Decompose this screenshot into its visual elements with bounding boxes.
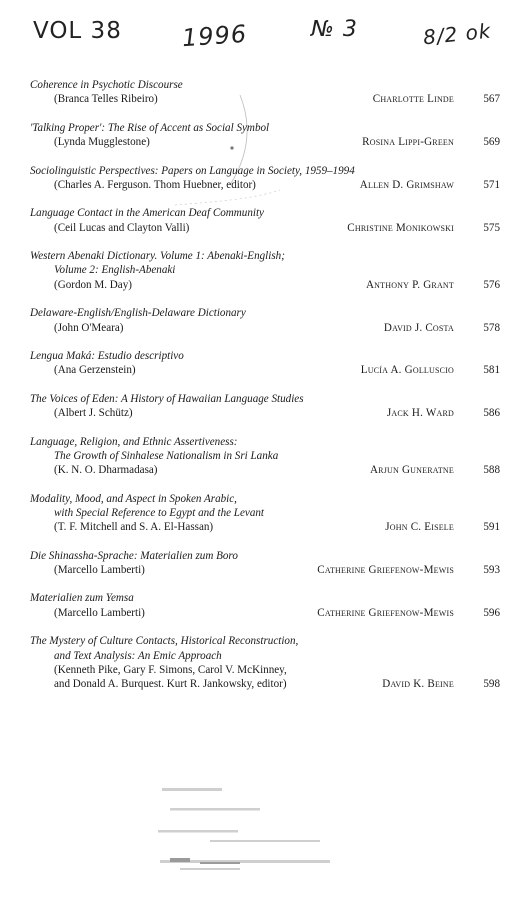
page-number: 596 [483, 606, 500, 619]
book-author: (K. N. O. Dharmadasa) [54, 464, 158, 477]
book-author: (Charles A. Ferguson. Thom Huebner, editor) [54, 178, 256, 191]
book-author: (Albert J. Schütz) [54, 407, 133, 420]
book-title-line: Volume 2: English-Abenaki [54, 264, 176, 277]
reviewer-name: Jack H. Ward [386, 407, 454, 420]
book-title [30, 206, 500, 220]
author-reviewer-row [30, 363, 500, 377]
reviewer-name: Allen D. Grimshaw [359, 178, 454, 191]
book-title-line: Modality, Mood, and Aspect in Spoken Arabic, [30, 492, 237, 505]
page-number: 598 [483, 678, 500, 691]
book-title [30, 78, 500, 92]
review-entry [30, 591, 500, 620]
handwritten-year: 1996 [181, 19, 248, 53]
book-author: (Lynda Mugglestone) [54, 136, 150, 149]
handwritten-volume: VOL 38 [33, 18, 122, 44]
book-author: (Ana Gerzenstein) [54, 364, 136, 377]
reviewer-name: Catherine Griefenow-Mewis [317, 606, 454, 619]
book-title-line: with Special Reference to Egypt and the Levant [54, 506, 265, 519]
reviewer-name: Christine Monikowski [347, 221, 454, 234]
book-author: (T. F. Mitchell and S. A. El-Hassan) [54, 521, 214, 534]
book-title [30, 306, 500, 320]
author-reviewer-row [30, 606, 500, 620]
book-author: (John O'Meara) [54, 321, 124, 334]
review-entry [30, 392, 500, 421]
page-number: 586 [483, 407, 500, 420]
book-title-line: 'Talking Proper': The Rise of Accent as Social Symbol [30, 121, 270, 134]
reviewer-name: Anthony P. Grant [365, 278, 454, 291]
review-entry [30, 121, 500, 150]
book-title [30, 591, 500, 605]
reviewer-name: Lucía A. Golluscio [360, 364, 454, 377]
reviewer-name: John C. Eisele [385, 521, 454, 534]
author-reviewer-row [30, 463, 500, 477]
handwritten-number: № 3 [311, 17, 358, 42]
author-reviewer-row [30, 406, 500, 420]
page-number: 588 [483, 464, 500, 477]
book-title [30, 492, 500, 521]
book-title [30, 164, 500, 178]
page-number: 569 [483, 136, 500, 149]
book-title-line: Western Abenaki Dictionary. Volume 1: Abenaki-English; [30, 250, 285, 263]
review-entry [30, 634, 500, 691]
reviewer-name: Catherine Griefenow-Mewis [317, 564, 454, 576]
book-title [30, 435, 500, 464]
reviewer-name: Rosina Lippi-Green [362, 136, 454, 149]
page-number: 575 [483, 221, 500, 234]
handwritten-note: 8/2 ok [421, 18, 493, 50]
book-title [30, 549, 500, 563]
author-reviewer-row [30, 677, 500, 691]
review-entry [30, 206, 500, 235]
handwritten-header [0, 0, 522, 60]
review-entry [30, 249, 500, 292]
page-number: 581 [483, 364, 500, 377]
book-title [30, 634, 500, 663]
book-author: (Marcello Lamberti) [54, 564, 145, 576]
book-title-line: Coherence in Psychotic Discourse [30, 79, 183, 91]
book-title-line: Delaware-English/English-Delaware Dictionary [30, 307, 246, 320]
author-reviewer-row [30, 321, 500, 335]
review-entry [30, 78, 500, 107]
book-title-line: Language, Religion, and Ethnic Assertiveness: [30, 435, 238, 448]
reviewer-name: David J. Costa [383, 321, 454, 334]
book-title [30, 121, 500, 135]
reviewer-name: Charlotte Linde [372, 93, 454, 106]
author-reviewer-row [30, 178, 500, 192]
book-author: (Gordon M. Day) [54, 278, 132, 291]
reviewer-name: Arjun Guneratne [369, 464, 454, 477]
page-number: 567 [483, 93, 500, 106]
author-reviewer-row [30, 563, 500, 577]
review-entry [30, 435, 500, 478]
book-author: and Donald A. Burquest. Kurt R. Jankowsky, editor) [54, 678, 287, 691]
page-number: 593 [483, 564, 500, 576]
review-entry [30, 492, 500, 535]
reviewer-name: David K. Beine [382, 678, 454, 691]
book-title-line: The Growth of Sinhalese Nationalism in Sri Lanka [54, 449, 279, 462]
book-title-line: Materialien zum Yemsa [30, 592, 134, 605]
page-number: 571 [483, 178, 500, 191]
book-title [30, 349, 500, 363]
book-author: (Marcello Lamberti) [54, 606, 145, 619]
author-reviewer-row [30, 135, 500, 149]
page-number: 578 [483, 321, 500, 334]
library-stamp [150, 780, 350, 890]
book-title-line: The Mystery of Culture Contacts, Historical Reconstruction, [30, 635, 299, 648]
book-author: (Kenneth Pike, Gary F. Simons, Carol V. McKinney, [54, 663, 287, 676]
book-title-line: The Voices of Eden: A History of Hawaiian Language Studies [30, 392, 304, 405]
book-title-line: and Text Analysis: An Emic Approach [54, 649, 222, 662]
book-title-line: Lengua Maká: Estudio descriptivo [30, 349, 184, 362]
book-author: (Ceil Lucas and Clayton Valli) [54, 221, 190, 234]
author-reviewer-row [30, 221, 500, 235]
review-entry [30, 306, 500, 335]
book-title [30, 249, 500, 278]
book-author: (Branca Telles Ribeiro) [54, 93, 158, 106]
book-title-line: Language Contact in the American Deaf Community [30, 207, 264, 220]
book-title-line: Die Shinassha-Sprache: Materialien zum Boro [30, 549, 238, 562]
book-title-line: Sociolinguistic Perspectives: Papers on Language in Society, 1959–1994 [30, 164, 355, 177]
page-number: 591 [483, 521, 500, 534]
book-review-list [30, 78, 500, 706]
review-entry [30, 349, 500, 378]
page-number: 576 [483, 278, 500, 291]
review-entry [30, 164, 500, 193]
author-reviewer-row [30, 520, 500, 534]
author-reviewer-row [30, 92, 500, 106]
book-title [30, 392, 500, 406]
author-reviewer-row [30, 278, 500, 292]
review-entry [30, 549, 500, 578]
